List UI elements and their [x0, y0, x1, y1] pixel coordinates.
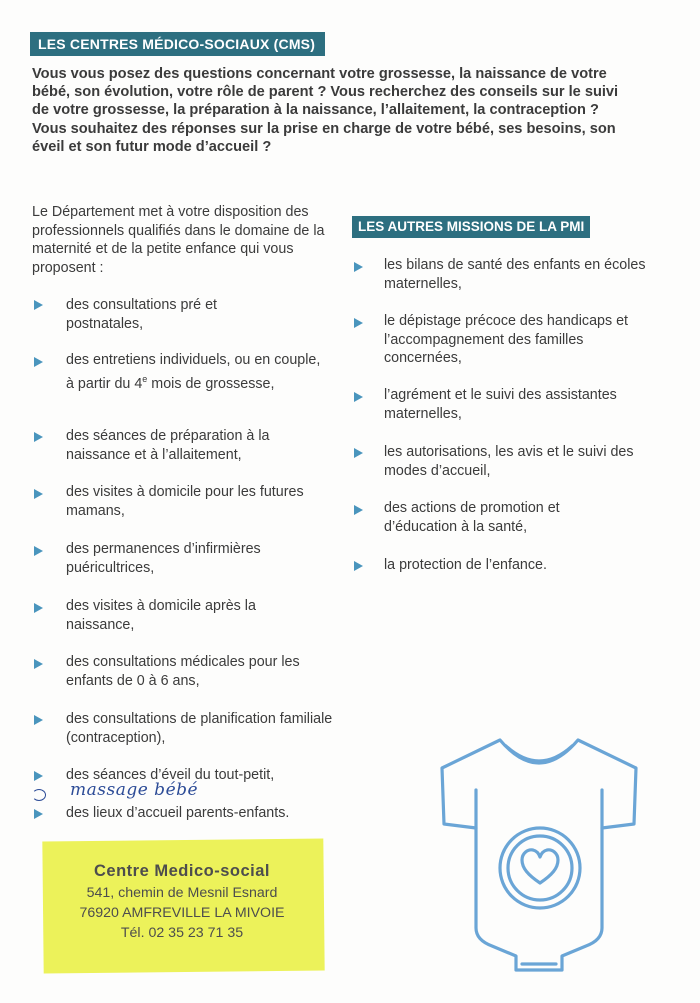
intro-paragraph: Vous vous posez des questions concernant votre grossesse, la naissance de votre bébé, son évolution, votre rôle de parent ? Vous recherchez des conseils sur le suivi de votre grossesse, la préparation à la naissance, l’allaitement, la contraception ? Vous souhaitez des réponses sur la prise en charge de votre bébé, ses besoins, son éveil et son futur mode d’accueil ? — [32, 66, 619, 155]
address-stamp — [62, 858, 302, 958]
list-item: des permanences d’infirmières puéricultrices, — [66, 541, 261, 576]
list-item: l’agrément et le suivi des assistantes maternelles, — [384, 387, 617, 422]
list-item: des séances de préparation à la naissance et à l’allaitement, — [66, 428, 270, 463]
list-item: des actions de promotion et d’éducation à la santé, — [384, 500, 560, 535]
bullet-arrow-icon — [34, 809, 43, 819]
bullet-arrow-icon — [34, 432, 43, 442]
bullet-arrow-icon — [34, 771, 43, 781]
stamp-address-line-1: 541, chemin de Mesnil Esnard — [86, 885, 278, 901]
list-item: les bilans de santé des enfants en écoles maternelles, — [384, 257, 646, 292]
handwritten-note: massage bébé — [70, 780, 199, 800]
list-item: des consultations médicales pour les enfants de 0 à 6 ans, — [66, 654, 300, 689]
bullet-arrow-icon — [34, 357, 43, 367]
bullet-arrow-icon — [34, 603, 43, 613]
list-item: les autorisations, les avis et le suivi des modes d’accueil, — [384, 444, 634, 479]
bullet-arrow-icon — [354, 262, 363, 272]
list-item: des visites à domicile pour les futures mamans, — [66, 484, 304, 519]
bullet-arrow-icon — [354, 561, 363, 571]
bullet-arrow-icon — [34, 489, 43, 499]
section-title-cms: LES CENTRES MÉDICO-SOCIAUX (CMS) — [30, 32, 325, 56]
bullet-arrow-icon — [354, 505, 363, 515]
list-item: des consultations de planification familiale (contraception), — [66, 711, 333, 746]
bullet-arrow-icon — [34, 715, 43, 725]
baby-onesie-icon — [436, 732, 642, 976]
list-item: des entretiens individuels, ou en couple, à partir du 4e mois de grossesse, — [66, 352, 321, 392]
list-item: le dépistage précoce des handicaps et l’accompagnement des familles concernées, — [384, 313, 629, 366]
lead-paragraph: Le Département met à votre disposition des professionnels qualifiés dans le domaine de la maternité et de la petite enfance qui vous proposent : — [32, 204, 325, 276]
list-item: des lieux d’accueil parents-enfants. — [66, 805, 290, 821]
bullet-arrow-icon — [354, 318, 363, 328]
bullet-arrow-icon — [34, 546, 43, 556]
section-title-missions: LES AUTRES MISSIONS DE LA PMI — [352, 216, 590, 238]
bullet-arrow-icon — [34, 300, 43, 310]
bullet-arrow-icon — [354, 392, 363, 402]
list-item: des consultations pré et postnatales, — [66, 297, 218, 332]
bullet-arrow-icon — [354, 448, 363, 458]
handwritten-bullet-icon — [32, 789, 46, 801]
stamp-address-line-2: 76920 AMFREVILLE LA MIVOIE — [79, 905, 285, 921]
stamp-name: Centre Medico-social — [94, 862, 270, 880]
list-item: des séances d’éveil du tout-petit, — [66, 767, 275, 783]
list-item: des visites à domicile après la naissance, — [66, 598, 256, 633]
stamp-phone: Tél. 02 35 23 71 35 — [120, 925, 244, 941]
list-item: la protection de l’enfance. — [384, 557, 547, 573]
bullet-arrow-icon — [34, 659, 43, 669]
